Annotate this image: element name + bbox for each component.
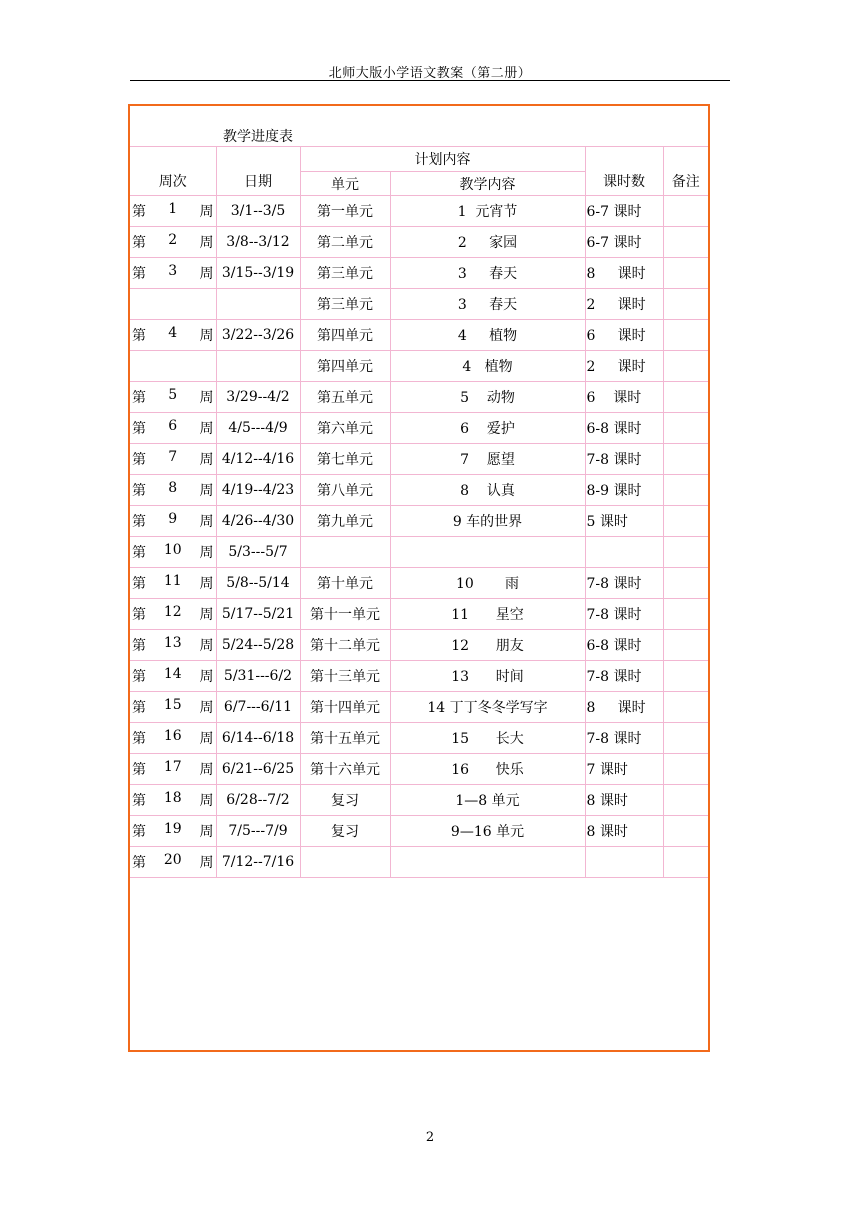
date-cell: 6/7---6/11 — [216, 692, 300, 723]
date-cell — [216, 289, 300, 320]
week-number: 18 — [163, 790, 182, 806]
week-suffix: 周 — [199, 266, 214, 282]
date-cell: 5/3---5/7 — [216, 537, 300, 568]
week-number: 1 — [168, 201, 178, 217]
date-cell: 5/8--5/14 — [216, 568, 300, 599]
table-row — [130, 847, 708, 878]
hours-cell: 7 课时 — [585, 754, 663, 785]
note-cell — [663, 816, 708, 847]
date-cell: 3/29--4/2 — [216, 382, 300, 413]
week-suffix: 周 — [199, 576, 214, 592]
week-suffix: 周 — [199, 700, 214, 716]
table-row — [130, 661, 708, 692]
unit-cell: 第一单元 — [300, 196, 390, 227]
date-cell: 6/14--6/18 — [216, 723, 300, 754]
week-cell — [130, 382, 216, 413]
content-cell: 9 车的世界 — [390, 506, 585, 537]
unit-cell: 第五单元 — [300, 382, 390, 413]
content-cell: 15 长大 — [390, 723, 585, 754]
week-number: 12 — [163, 604, 182, 620]
unit-cell: 复习 — [300, 816, 390, 847]
hours-cell: 8-9 课时 — [585, 475, 663, 506]
week-prefix: 第 — [132, 700, 146, 716]
week-cell — [130, 289, 216, 320]
week-prefix: 第 — [132, 731, 146, 747]
unit-cell: 第七单元 — [300, 444, 390, 475]
header-note: 备注 — [663, 147, 708, 196]
week-suffix: 周 — [199, 235, 214, 251]
hours-cell: 5 课时 — [585, 506, 663, 537]
content-cell: 4 植物 — [390, 351, 585, 382]
content-cell: 4 植物 — [390, 320, 585, 351]
week-prefix: 第 — [132, 607, 146, 623]
hours-cell: 6-7 课时 — [585, 227, 663, 258]
week-suffix: 周 — [199, 483, 214, 499]
week-cell — [130, 413, 216, 444]
note-cell — [663, 289, 708, 320]
unit-cell: 第十一单元 — [300, 599, 390, 630]
week-cell — [130, 568, 216, 599]
week-cell — [130, 723, 216, 754]
hours-cell: 6-8 课时 — [585, 630, 663, 661]
note-cell — [663, 568, 708, 599]
hours-cell — [585, 847, 663, 878]
week-cell — [130, 661, 216, 692]
date-cell: 5/24--5/28 — [216, 630, 300, 661]
note-cell — [663, 630, 708, 661]
table-row — [130, 413, 708, 444]
hours-cell: 6-8 课时 — [585, 413, 663, 444]
date-cell: 5/17--5/21 — [216, 599, 300, 630]
header-content: 教学内容 — [390, 172, 585, 196]
date-cell: 4/12--4/16 — [216, 444, 300, 475]
unit-cell: 第十单元 — [300, 568, 390, 599]
content-cell: 8 认真 — [390, 475, 585, 506]
hours-cell: 6 课时 — [585, 382, 663, 413]
week-prefix: 第 — [132, 452, 146, 468]
week-number: 13 — [163, 635, 182, 651]
date-cell: 5/31---6/2 — [216, 661, 300, 692]
week-suffix: 周 — [199, 793, 214, 809]
content-cell: 7 愿望 — [390, 444, 585, 475]
note-cell — [663, 320, 708, 351]
date-cell: 3/8--3/12 — [216, 227, 300, 258]
hours-cell: 7-8 课时 — [585, 599, 663, 630]
week-number: 2 — [168, 232, 178, 248]
hours-cell: 8 课时 — [585, 258, 663, 289]
hours-cell: 2 课时 — [585, 289, 663, 320]
note-cell — [663, 382, 708, 413]
week-prefix: 第 — [132, 545, 146, 561]
page-header-title: 北师大版小学语文教案（第二册） — [328, 66, 532, 81]
note-cell — [663, 785, 708, 816]
week-cell — [130, 630, 216, 661]
week-suffix: 周 — [199, 638, 214, 654]
week-suffix: 周 — [199, 669, 214, 685]
content-cell: 16 快乐 — [390, 754, 585, 785]
unit-cell: 第十二单元 — [300, 630, 390, 661]
hours-cell: 8 课时 — [585, 692, 663, 723]
week-number: 3 — [168, 263, 178, 279]
week-number: 17 — [163, 759, 182, 775]
week-cell — [130, 785, 216, 816]
table-row — [130, 785, 708, 816]
date-cell: 3/1--3/5 — [216, 196, 300, 227]
unit-cell: 第二单元 — [300, 227, 390, 258]
content-cell: 1 元宵节 — [390, 196, 585, 227]
week-suffix: 周 — [199, 390, 214, 406]
week-number: 9 — [168, 511, 178, 527]
hours-cell: 7-8 课时 — [585, 661, 663, 692]
unit-cell: 第十四单元 — [300, 692, 390, 723]
content-cell: 1—8 单元 — [390, 785, 585, 816]
week-number: 14 — [163, 666, 182, 682]
note-cell — [663, 847, 708, 878]
unit-cell: 第四单元 — [300, 320, 390, 351]
date-cell: 4/5---4/9 — [216, 413, 300, 444]
unit-cell — [300, 537, 390, 568]
table-frame — [128, 104, 710, 1052]
week-cell — [130, 444, 216, 475]
content-cell: 11 星空 — [390, 599, 585, 630]
week-suffix: 周 — [199, 731, 214, 747]
content-cell: 3 春天 — [390, 258, 585, 289]
week-prefix: 第 — [132, 421, 146, 437]
header-plan: 计划内容 — [300, 147, 585, 172]
page-number: 2 — [425, 1130, 435, 1145]
note-cell — [663, 258, 708, 289]
unit-cell: 第六单元 — [300, 413, 390, 444]
note-cell — [663, 444, 708, 475]
table-row — [130, 475, 708, 506]
note-cell — [663, 196, 708, 227]
date-cell — [216, 351, 300, 382]
week-cell — [130, 754, 216, 785]
week-prefix: 第 — [132, 483, 146, 499]
week-number: 19 — [163, 821, 182, 837]
table-row — [130, 754, 708, 785]
table-title: 教学进度表 — [223, 129, 293, 145]
content-cell: 9—16 单元 — [390, 816, 585, 847]
date-cell: 6/28--7/2 — [216, 785, 300, 816]
week-prefix: 第 — [132, 669, 146, 685]
week-suffix: 周 — [199, 607, 214, 623]
week-prefix: 第 — [132, 328, 146, 344]
table-header-row-1 — [130, 147, 708, 172]
week-cell — [130, 227, 216, 258]
week-cell — [130, 847, 216, 878]
week-suffix: 周 — [199, 452, 214, 468]
date-cell: 6/21--6/25 — [216, 754, 300, 785]
week-cell — [130, 258, 216, 289]
table-row — [130, 537, 708, 568]
table-row — [130, 227, 708, 258]
unit-cell: 第十六单元 — [300, 754, 390, 785]
hours-cell: 7-8 课时 — [585, 723, 663, 754]
table-row — [130, 444, 708, 475]
week-cell — [130, 816, 216, 847]
week-prefix: 第 — [132, 514, 146, 530]
date-cell: 3/22--3/26 — [216, 320, 300, 351]
week-prefix: 第 — [132, 235, 146, 251]
note-cell — [663, 754, 708, 785]
hours-cell: 2 课时 — [585, 351, 663, 382]
hours-cell: 8 课时 — [585, 816, 663, 847]
date-cell: 7/5---7/9 — [216, 816, 300, 847]
hours-cell: 7-8 课时 — [585, 568, 663, 599]
week-suffix: 周 — [199, 514, 214, 530]
week-cell — [130, 320, 216, 351]
header-hours: 课时数 — [585, 147, 663, 196]
week-cell — [130, 692, 216, 723]
table-row — [130, 351, 708, 382]
content-cell — [390, 847, 585, 878]
table-row — [130, 289, 708, 320]
note-cell — [663, 537, 708, 568]
hours-cell: 7-8 课时 — [585, 444, 663, 475]
note-cell — [663, 661, 708, 692]
week-number: 6 — [168, 418, 178, 434]
table-row — [130, 506, 708, 537]
unit-cell: 复习 — [300, 785, 390, 816]
note-cell — [663, 227, 708, 258]
hours-cell: 8 课时 — [585, 785, 663, 816]
unit-cell: 第十五单元 — [300, 723, 390, 754]
content-cell: 14 丁丁冬冬学写字 — [390, 692, 585, 723]
table-row — [130, 382, 708, 413]
week-prefix: 第 — [132, 762, 146, 778]
week-prefix: 第 — [132, 576, 146, 592]
week-suffix: 周 — [199, 762, 214, 778]
week-prefix: 第 — [132, 266, 146, 282]
note-cell — [663, 351, 708, 382]
note-cell — [663, 506, 708, 537]
hours-cell — [585, 537, 663, 568]
unit-cell: 第三单元 — [300, 258, 390, 289]
week-prefix: 第 — [132, 638, 146, 654]
week-prefix: 第 — [132, 855, 146, 871]
note-cell — [663, 723, 708, 754]
week-number: 7 — [168, 449, 178, 465]
content-cell: 13 时间 — [390, 661, 585, 692]
date-cell: 4/19--4/23 — [216, 475, 300, 506]
week-number: 5 — [168, 387, 178, 403]
table-row — [130, 258, 708, 289]
content-cell: 5 动物 — [390, 382, 585, 413]
week-suffix: 周 — [199, 421, 214, 437]
header-rule — [130, 80, 730, 81]
table-row — [130, 630, 708, 661]
week-suffix: 周 — [199, 328, 214, 344]
week-number: 16 — [163, 728, 182, 744]
unit-cell — [300, 847, 390, 878]
table-row — [130, 723, 708, 754]
note-cell — [663, 475, 708, 506]
note-cell — [663, 692, 708, 723]
content-cell: 10 雨 — [390, 568, 585, 599]
week-number: 4 — [168, 325, 178, 341]
table-row — [130, 320, 708, 351]
unit-cell: 第十三单元 — [300, 661, 390, 692]
unit-cell: 第四单元 — [300, 351, 390, 382]
content-cell: 3 春天 — [390, 289, 585, 320]
week-cell — [130, 196, 216, 227]
table-row — [130, 196, 708, 227]
week-number: 10 — [163, 542, 182, 558]
content-cell: 6 爱护 — [390, 413, 585, 444]
unit-cell: 第三单元 — [300, 289, 390, 320]
week-number: 11 — [163, 573, 182, 589]
week-cell — [130, 475, 216, 506]
week-cell — [130, 506, 216, 537]
table-row — [130, 568, 708, 599]
table-row — [130, 816, 708, 847]
note-cell — [663, 413, 708, 444]
header-unit: 单元 — [300, 172, 390, 196]
hours-cell: 6-7 课时 — [585, 196, 663, 227]
schedule-table — [130, 146, 708, 878]
week-prefix: 第 — [132, 204, 146, 220]
content-cell: 2 家园 — [390, 227, 585, 258]
week-suffix: 周 — [199, 855, 214, 871]
date-cell: 4/26--4/30 — [216, 506, 300, 537]
unit-cell: 第九单元 — [300, 506, 390, 537]
date-cell: 7/12--7/16 — [216, 847, 300, 878]
unit-cell: 第八单元 — [300, 475, 390, 506]
table-row — [130, 599, 708, 630]
week-prefix: 第 — [132, 793, 146, 809]
content-cell: 12 朋友 — [390, 630, 585, 661]
header-week: 周次 — [130, 147, 216, 196]
header-date: 日期 — [216, 147, 300, 196]
week-suffix: 周 — [199, 204, 214, 220]
week-cell — [130, 599, 216, 630]
week-number: 20 — [163, 852, 182, 868]
date-cell: 3/15--3/19 — [216, 258, 300, 289]
week-cell — [130, 351, 216, 382]
week-number: 15 — [163, 697, 182, 713]
hours-cell: 6 课时 — [585, 320, 663, 351]
week-suffix: 周 — [199, 824, 214, 840]
content-cell — [390, 537, 585, 568]
week-number: 8 — [168, 480, 178, 496]
week-suffix: 周 — [199, 545, 214, 561]
week-prefix: 第 — [132, 390, 146, 406]
week-cell — [130, 537, 216, 568]
table-row — [130, 692, 708, 723]
week-prefix: 第 — [132, 824, 146, 840]
note-cell — [663, 599, 708, 630]
